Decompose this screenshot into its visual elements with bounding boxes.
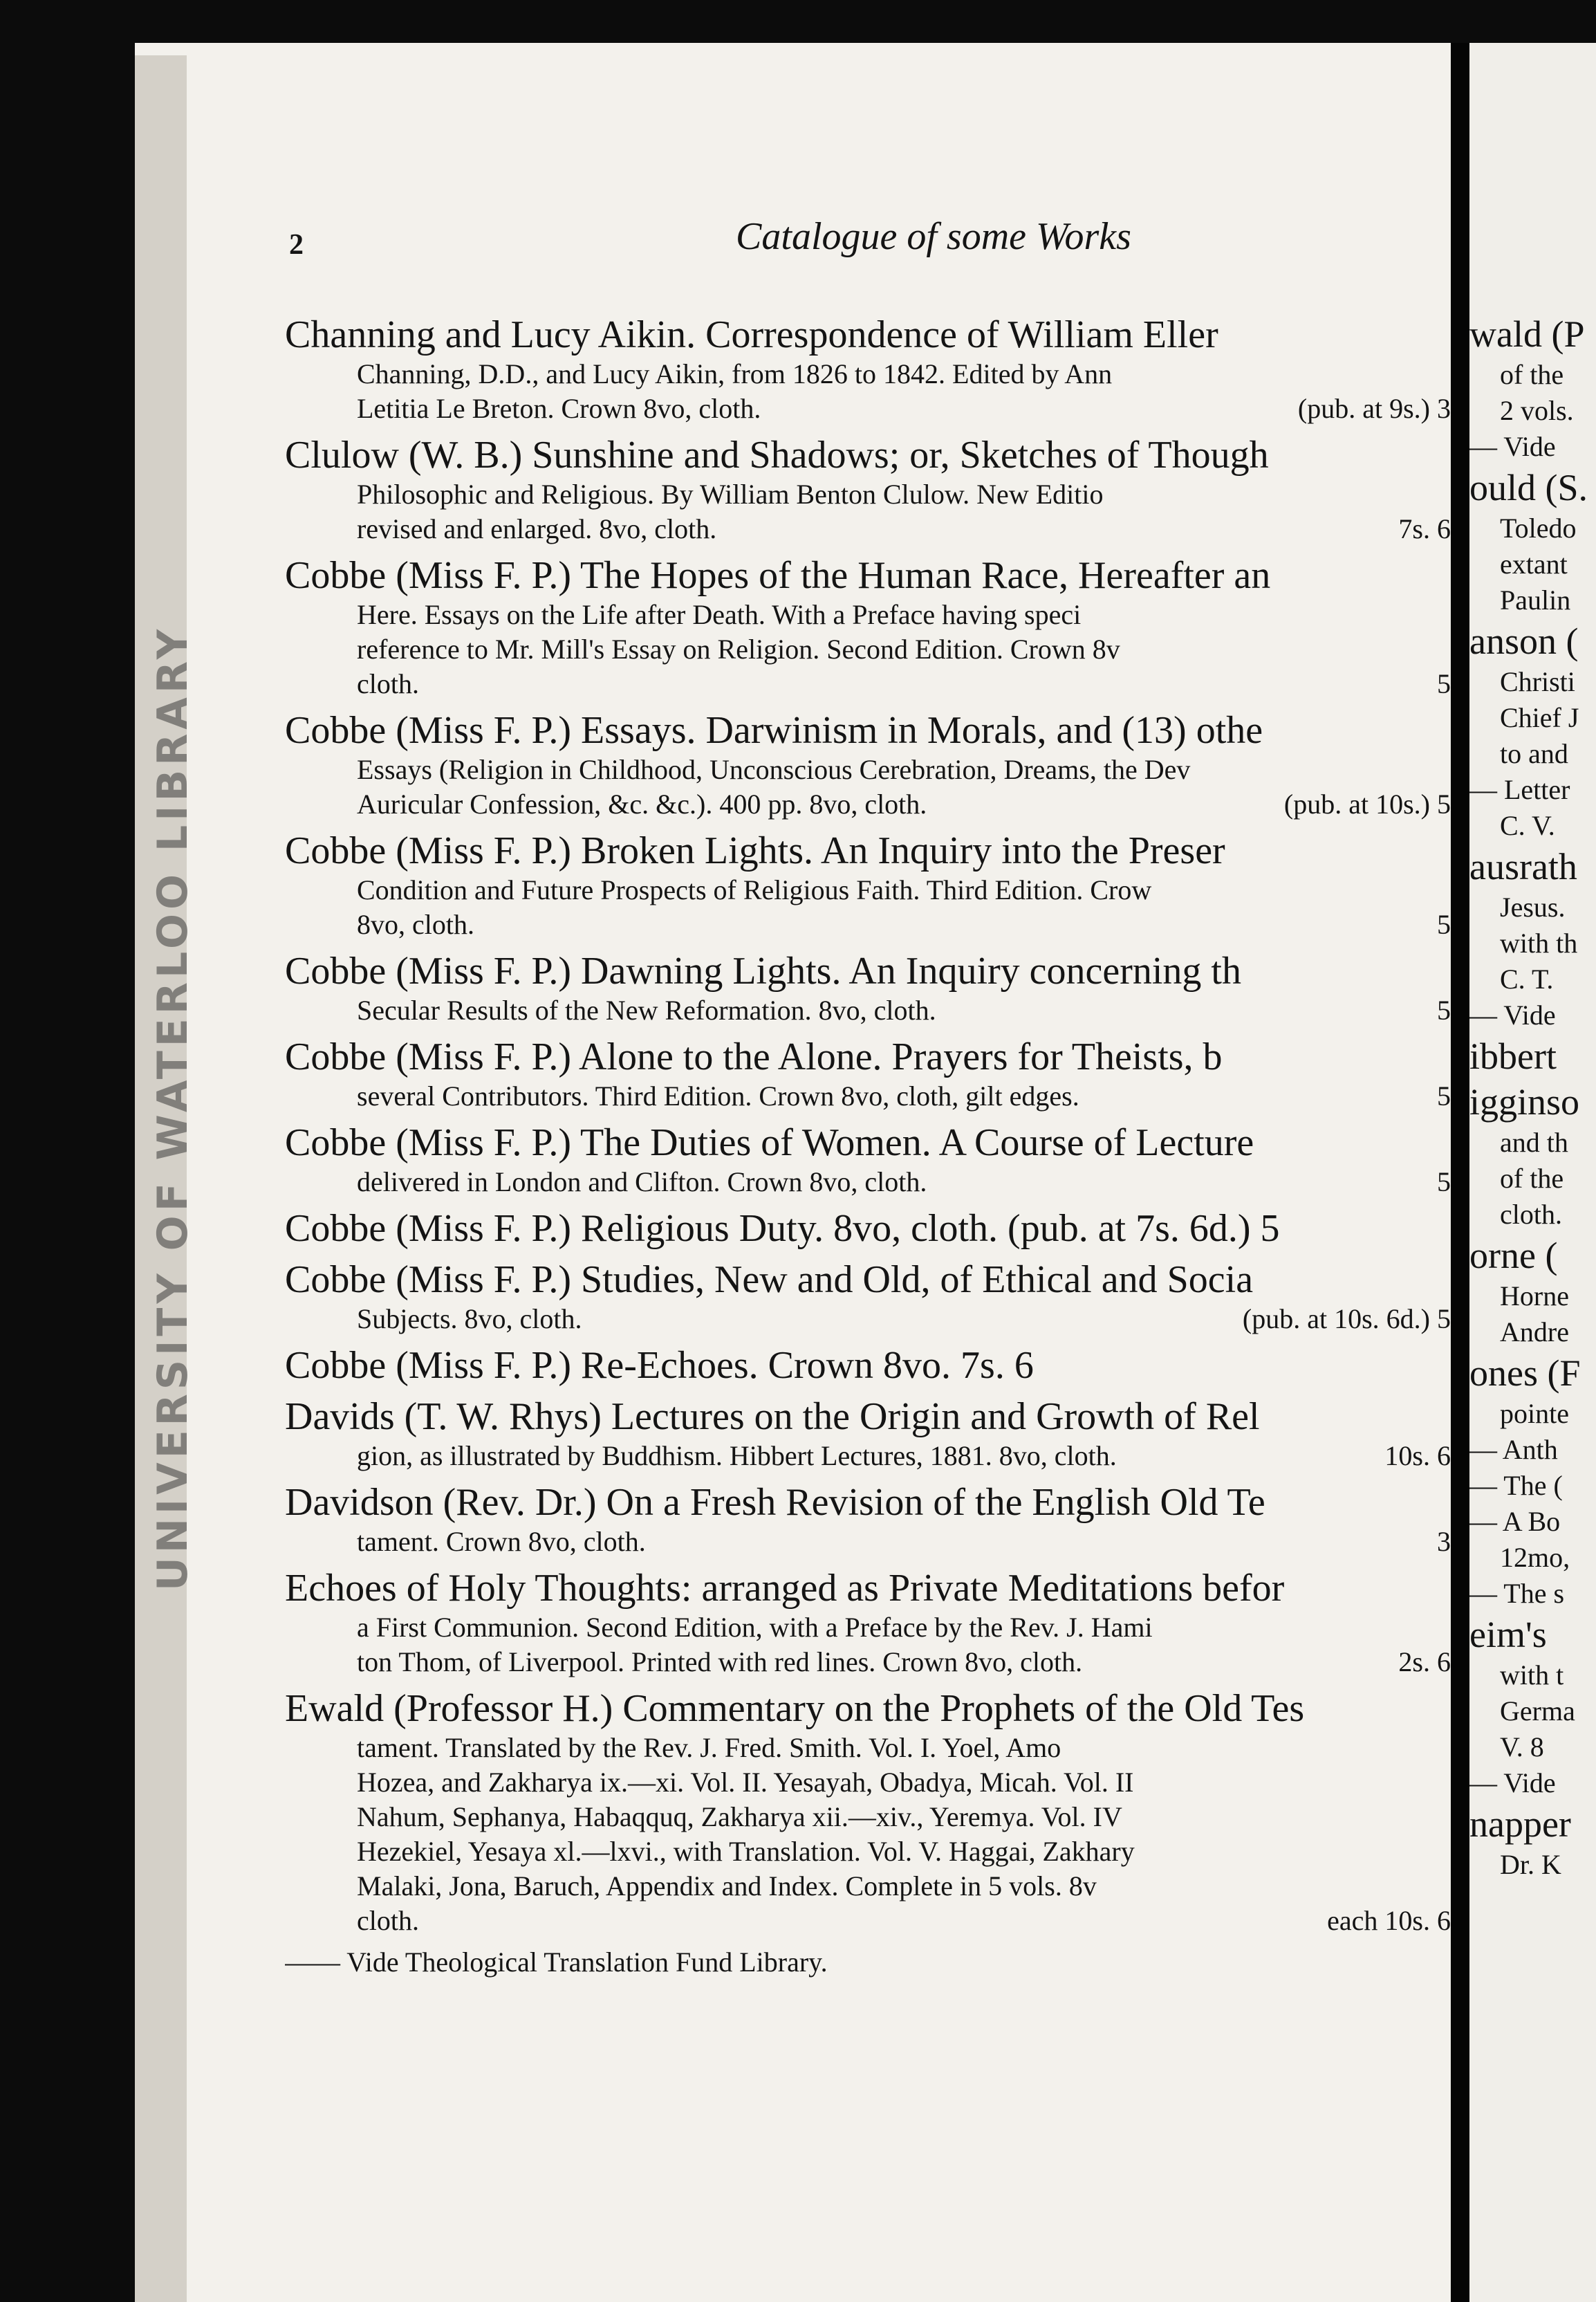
vide-reference: —— Vide Theological Translation Fund Library. (285, 1946, 828, 1978)
entry-heading: Cobbe (Miss F. P.) Broken Lights. An Inquiry into the Preser (285, 829, 1225, 872)
entry-heading: Cobbe (Miss F. P.) Dawning Lights. An Inquiry concerning th (285, 950, 1241, 993)
entry-description-line (285, 753, 1451, 787)
entry-description-line (285, 392, 1451, 426)
right-page-line: 2 vols. (1500, 395, 1574, 426)
right-page-line: C. T. (1500, 964, 1554, 995)
catalogue-entry (285, 1343, 1451, 1388)
entry-description-text: Condition and Future Prospects of Religious Faith. Third Edition. Crow (357, 874, 1152, 905)
catalogue-entry (285, 433, 1451, 546)
right-page-line: — A Bo (1469, 1506, 1561, 1537)
entry-description-line (285, 1302, 1451, 1336)
entry-price: 5 (1437, 1166, 1451, 1197)
entry-description-line (285, 1800, 1451, 1834)
catalogue-entry (285, 1480, 1451, 1559)
catalogue-entry (285, 1121, 1451, 1199)
entry-description-line (285, 1525, 1451, 1559)
entry-description-line (285, 908, 1451, 942)
entry-description-text: tament. Translated by the Rev. J. Fred. Smith. Vol. I. Yoel, Amo (357, 1732, 1061, 1763)
entry-heading: Cobbe (Miss F. P.) Studies, New and Old, of Ethical and Socia (285, 1258, 1254, 1301)
scan-border-top (0, 0, 1596, 43)
entry-price: 2s. 6 (1398, 1646, 1451, 1677)
catalogue-entry (285, 708, 1451, 822)
entry-description-text: Hozea, and Zakharya ix.—xi. Vol. II. Yesayah, Obadya, Micah. Vol. II (357, 1767, 1134, 1798)
entry-heading: Cobbe (Miss F. P.) The Duties of Women. A Course of Lecture (285, 1121, 1254, 1164)
entry-description-text: Essays (Religion in Childhood, Unconscious Cerebration, Dreams, the Dev (357, 754, 1191, 785)
entry-description-text: gion, as illustrated by Buddhism. Hibbert Lectures, 1881. 8vo, cloth. (357, 1440, 1117, 1471)
right-page-line: of the (1500, 1163, 1564, 1194)
right-page-line: Jesus. (1500, 892, 1566, 923)
entry-description-text: Malaki, Jona, Baruch, Appendix and Index. Complete in 5 vols. 8v (357, 1870, 1097, 1902)
entry-description-line (285, 1904, 1451, 1938)
entry-heading: Cobbe (Miss F. P.) Essays. Darwinism in Morals, and (13) othe (285, 709, 1263, 752)
entry-description-text: cloth. (357, 668, 419, 699)
entry-price: 5 (1437, 1080, 1451, 1112)
entry-price: 5 (1437, 909, 1451, 940)
right-page-line: with th (1500, 928, 1578, 959)
right-page-line: with t (1500, 1659, 1564, 1691)
entry-description-line (285, 667, 1451, 701)
catalogue-entry (285, 829, 1451, 942)
entry-description-line (285, 787, 1451, 822)
entry-description-line (285, 993, 1451, 1028)
entry-description-line (285, 1765, 1451, 1800)
right-page-line: — Letter (1469, 774, 1570, 805)
right-page-line: pointe (1500, 1398, 1569, 1429)
entry-description-line (285, 598, 1451, 632)
entry-description-text: Philosophic and Religious. By William Benton Clulow. New Editio (357, 479, 1104, 510)
entry-description-text: cloth. (357, 1905, 419, 1936)
entry-price: each 10s. 6 (1327, 1905, 1451, 1936)
catalogue-entry (285, 1035, 1451, 1114)
right-page-line: — Vide (1469, 1767, 1556, 1798)
right-page-line: eim's (1469, 1614, 1547, 1655)
entry-heading: Davidson (Rev. Dr.) On a Fresh Revision of the English Old Te (285, 1481, 1265, 1524)
right-page-line: Andre (1500, 1316, 1569, 1347)
binding-gutter (1451, 43, 1469, 2302)
entry-heading: Cobbe (Miss F. P.) The Hopes of the Human Race, Hereafter an (285, 554, 1271, 597)
entry-description-line (285, 1645, 1451, 1679)
right-page-line: 12mo, (1500, 1542, 1570, 1573)
catalogue-entry (285, 949, 1451, 1028)
entry-price: (pub. at 10s. 6d.) 5 (1242, 1303, 1451, 1334)
library-stamp: UNIVERSITY OF WATERLOO LIBRARY (149, 625, 197, 1591)
right-page-line: V. 8 (1500, 1731, 1544, 1762)
entry-description-text: revised and enlarged. 8vo, cloth. (357, 513, 717, 544)
entry-price: 5 (1437, 668, 1451, 699)
right-page-line: of the (1500, 359, 1564, 390)
entry-description-line (285, 357, 1451, 392)
catalogue-entry (285, 1206, 1451, 1251)
entry-heading: Cobbe (Miss F. P.) Alone to the Alone. Prayers for Theists, b (285, 1035, 1223, 1078)
entry-price: 3 (1437, 1526, 1451, 1557)
right-page-line: C. V. (1500, 810, 1555, 841)
entry-description-text: Here. Essays on the Life after Death. With a Preface having speci (357, 599, 1082, 630)
entry-description-text: reference to Mr. Mill's Essay on Religion. Second Edition. Crown 8v (357, 634, 1120, 665)
right-page-line: ould (S. (1469, 467, 1588, 508)
entry-heading: Clulow (W. B.) Sunshine and Shadows; or, Sketches of Though (285, 434, 1269, 477)
entry-heading: Cobbe (Miss F. P.) Religious Duty. 8vo, cloth. (pub. at 7s. 6d.) 5 (285, 1207, 1280, 1250)
right-page-text (1469, 313, 1596, 2283)
entry-description-text: several Contributors. Third Edition. Crown 8vo, cloth, gilt edges. (357, 1080, 1079, 1112)
entry-description-line (285, 873, 1451, 908)
entry-description-line (285, 632, 1451, 667)
right-page-line: to and (1500, 738, 1568, 769)
entry-description-text: Subjects. 8vo, cloth. (357, 1303, 582, 1334)
running-title: Catalogue of some Works (736, 215, 1131, 258)
entry-description-text: tament. Crown 8vo, cloth. (357, 1526, 646, 1557)
entry-description-text: Hezekiel, Yesaya xl.—lxvi., with Translation. Vol. V. Haggai, Zakhary (357, 1836, 1135, 1867)
entry-description-text: delivered in London and Clifton. Crown 8vo, cloth. (357, 1166, 927, 1197)
entry-description-line (285, 1731, 1451, 1765)
right-page-line: — Vide (1469, 1000, 1556, 1031)
right-page-line: orne ( (1469, 1235, 1558, 1276)
right-page-line: Christi (1500, 666, 1575, 697)
entry-description-text: Auricular Confession, &c. &c.). 400 pp. 8vo, cloth. (357, 789, 927, 820)
right-page-line: ones (F (1469, 1352, 1581, 1394)
entry-price: (pub. at 10s.) 5 (1283, 789, 1451, 820)
right-page-line: — Anth (1469, 1434, 1558, 1465)
right-page-line: napper (1469, 1803, 1571, 1845)
right-page-line: Chief J (1500, 702, 1579, 733)
entry-description-line (285, 1079, 1451, 1114)
right-page-line: extant (1500, 549, 1568, 580)
right-page-line: wald (P (1469, 313, 1585, 355)
right-page-line: Dr. K (1500, 1849, 1561, 1880)
entry-description-line (285, 1610, 1451, 1645)
right-page-line: Paulin (1500, 584, 1571, 616)
right-page-line: and th (1500, 1127, 1568, 1158)
entry-price: 10s. 6 (1384, 1440, 1451, 1471)
right-page-line: — The ( (1469, 1470, 1563, 1501)
scan-border-left (0, 0, 135, 2302)
entry-description-text: a First Communion. Second Edition, with a Preface by the Rev. J. Hami (357, 1612, 1153, 1643)
right-page-line: Germa (1500, 1695, 1575, 1726)
entry-price: (pub. at 9s.) 3 (1297, 393, 1451, 424)
catalogue-entry (285, 1566, 1451, 1679)
entry-heading: Cobbe (Miss F. P.) Re-Echoes. Crown 8vo. 7s. 6 (285, 1344, 1034, 1387)
catalogue-entries (285, 313, 1451, 1980)
entry-description-text: Letitia Le Breton. Crown 8vo, cloth. (357, 393, 761, 424)
entry-heading: Channing and Lucy Aikin. Correspondence of William Eller (285, 313, 1218, 356)
entry-description-text: Channing, D.D., and Lucy Aikin, from 1826 to 1842. Edited by Ann (357, 358, 1113, 389)
entry-description-line (285, 1869, 1451, 1904)
entry-description-line (285, 1165, 1451, 1199)
right-page-line: cloth. (1500, 1199, 1562, 1230)
entry-heading: Davids (T. W. Rhys) Lectures on the Origin and Growth of Rel (285, 1395, 1260, 1438)
entry-description-line (285, 1439, 1451, 1473)
entry-description-line (285, 477, 1451, 512)
entry-description-text: Nahum, Sephanya, Habaqquq, Zakharya xii.—xiv., Yeremya. Vol. IV (357, 1801, 1122, 1832)
catalogue-entry (285, 553, 1451, 701)
entry-description-line (285, 1834, 1451, 1869)
entry-description-text: ton Thom, of Liverpool. Printed with red lines. Crown 8vo, cloth. (357, 1646, 1083, 1677)
entry-price: 7s. 6 (1398, 513, 1451, 544)
right-page-line: Horne (1500, 1280, 1569, 1311)
entry-description-line (285, 512, 1451, 546)
right-page-line: Toledo (1500, 513, 1577, 544)
right-page-line: ibbert (1469, 1035, 1557, 1077)
entry-heading: Ewald (Professor H.) Commentary on the Prophets of the Old Tes (285, 1687, 1305, 1730)
catalogue-entry (285, 313, 1451, 426)
entry-price: 5 (1437, 995, 1451, 1026)
right-page-line: igginso (1469, 1081, 1580, 1123)
right-page-line: — The s (1469, 1578, 1565, 1609)
catalogue-entry (285, 1258, 1451, 1336)
page-number: 2 (289, 229, 304, 261)
entry-description-text: 8vo, cloth. (357, 909, 474, 940)
catalogue-entry (285, 1394, 1451, 1473)
right-page-line: anson ( (1469, 620, 1579, 662)
entry-description-text: Secular Results of the New Reformation. 8vo, cloth. (357, 995, 936, 1026)
catalogue-entry (285, 1686, 1451, 1938)
entry-heading: Echoes of Holy Thoughts: arranged as Private Meditations befor (285, 1567, 1285, 1610)
right-page-line: — Vide (1469, 431, 1556, 462)
right-page-line: ausrath (1469, 846, 1577, 887)
